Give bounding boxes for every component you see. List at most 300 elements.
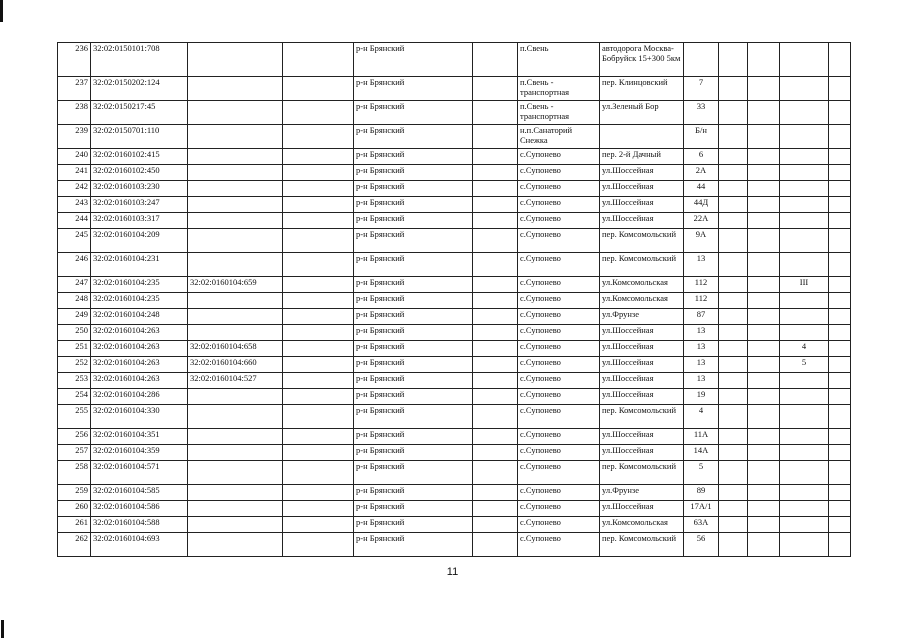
house-number-cell: 11А <box>684 429 719 445</box>
locality-cell: с.Супонево <box>518 165 600 181</box>
secondary-cadastral-number <box>188 485 283 501</box>
secondary-cadastral-number: 32:02:0160104:660 <box>188 357 283 373</box>
empty-cell <box>748 309 780 325</box>
locality-cell: с.Супонево <box>518 277 600 293</box>
table-row <box>58 181 851 197</box>
empty-cell <box>719 213 748 229</box>
empty-cell <box>748 181 780 197</box>
locality-cell: с.Супонево <box>518 197 600 213</box>
row-number: 237 <box>58 77 91 101</box>
cadastral-number: 32:02:0160104:693 <box>91 533 188 557</box>
secondary-cadastral-number <box>188 429 283 445</box>
empty-cell <box>719 309 748 325</box>
cadastral-number: 32:02:0160104:231 <box>91 253 188 277</box>
locality-cell: с.Супонево <box>518 325 600 341</box>
empty-cell <box>473 125 518 149</box>
empty-cell <box>748 461 780 485</box>
cadastral-number: 32:02:0150202:124 <box>91 77 188 101</box>
empty-cell <box>473 253 518 277</box>
empty-cell <box>473 43 518 77</box>
empty-cell <box>719 165 748 181</box>
region-cell: р-н Брянский <box>354 149 473 165</box>
street-cell: пер. Комсомольский <box>600 253 684 277</box>
house-number-cell: Б/н <box>684 125 719 149</box>
region-cell: р-н Брянский <box>354 229 473 253</box>
region-cell: р-н Брянский <box>354 325 473 341</box>
premises-number-cell <box>780 309 829 325</box>
premises-number-cell <box>780 77 829 101</box>
row-number: 251 <box>58 341 91 357</box>
empty-cell <box>719 253 748 277</box>
cadastral-number: 32:02:0160104:263 <box>91 325 188 341</box>
street-cell: ул.Шоссейная <box>600 445 684 461</box>
locality-cell: с.Супонево <box>518 253 600 277</box>
premises-number-cell: 5 <box>780 357 829 373</box>
locality-cell: с.Супонево <box>518 357 600 373</box>
empty-cell <box>719 101 748 125</box>
empty-cell <box>283 357 354 373</box>
premises-number-cell <box>780 125 829 149</box>
premises-number-cell <box>780 373 829 389</box>
empty-cell <box>283 389 354 405</box>
table-row <box>58 293 851 309</box>
secondary-cadastral-number <box>188 309 283 325</box>
table-row <box>58 429 851 445</box>
scan-edge-mark <box>1 620 4 638</box>
house-number-cell: 17А/1 <box>684 501 719 517</box>
locality-cell: п.Свень - транспортная <box>518 77 600 101</box>
empty-cell <box>748 325 780 341</box>
empty-cell <box>748 213 780 229</box>
row-number: 244 <box>58 213 91 229</box>
table-row <box>58 253 851 277</box>
cadastral-number: 32:02:0160103:317 <box>91 213 188 229</box>
row-number: 242 <box>58 181 91 197</box>
table-row <box>58 517 851 533</box>
secondary-cadastral-number: 32:02:0160104:527 <box>188 373 283 389</box>
cadastral-number: 32:02:0160104:235 <box>91 293 188 309</box>
table-row <box>58 357 851 373</box>
empty-cell <box>283 501 354 517</box>
empty-cell <box>829 149 851 165</box>
secondary-cadastral-number <box>188 445 283 461</box>
house-number-cell: 112 <box>684 277 719 293</box>
empty-cell <box>719 125 748 149</box>
cadastral-number: 32:02:0150101:708 <box>91 43 188 77</box>
row-number: 248 <box>58 293 91 309</box>
empty-cell <box>829 485 851 501</box>
table-row <box>58 101 851 125</box>
table-row <box>58 485 851 501</box>
empty-cell <box>283 165 354 181</box>
premises-number-cell <box>780 149 829 165</box>
cadastral-number: 32:02:0160104:359 <box>91 445 188 461</box>
empty-cell <box>473 309 518 325</box>
empty-cell <box>829 181 851 197</box>
empty-cell <box>829 357 851 373</box>
empty-cell <box>719 389 748 405</box>
empty-cell <box>829 445 851 461</box>
empty-cell <box>829 125 851 149</box>
region-cell: р-н Брянский <box>354 533 473 557</box>
secondary-cadastral-number <box>188 533 283 557</box>
secondary-cadastral-number <box>188 293 283 309</box>
region-cell: р-н Брянский <box>354 517 473 533</box>
empty-cell <box>748 485 780 501</box>
row-number: 250 <box>58 325 91 341</box>
empty-cell <box>829 277 851 293</box>
secondary-cadastral-number <box>188 253 283 277</box>
cadastral-number: 32:02:0160104:263 <box>91 357 188 373</box>
locality-cell: н.п.Санаторий Снежка <box>518 125 600 149</box>
empty-cell <box>473 293 518 309</box>
empty-cell <box>473 357 518 373</box>
empty-cell <box>829 293 851 309</box>
empty-cell <box>829 429 851 445</box>
empty-cell <box>829 501 851 517</box>
secondary-cadastral-number <box>188 229 283 253</box>
empty-cell <box>719 429 748 445</box>
empty-cell <box>283 445 354 461</box>
street-cell: ул.Шоссейная <box>600 501 684 517</box>
row-number: 260 <box>58 501 91 517</box>
empty-cell <box>719 325 748 341</box>
empty-cell <box>283 77 354 101</box>
premises-number-cell: 4 <box>780 341 829 357</box>
empty-cell <box>473 213 518 229</box>
empty-cell <box>283 325 354 341</box>
cadastral-number: 32:02:0160104:585 <box>91 485 188 501</box>
empty-cell <box>829 389 851 405</box>
table-row <box>58 165 851 181</box>
empty-cell <box>473 277 518 293</box>
empty-cell <box>719 149 748 165</box>
street-cell: пер. 2-й Дачный <box>600 149 684 165</box>
house-number-cell: 9А <box>684 229 719 253</box>
cadastral-number: 32:02:0160104:248 <box>91 309 188 325</box>
region-cell: р-н Брянский <box>354 485 473 501</box>
locality-cell: с.Супонево <box>518 461 600 485</box>
locality-cell: с.Супонево <box>518 229 600 253</box>
empty-cell <box>473 197 518 213</box>
row-number: 258 <box>58 461 91 485</box>
table-row <box>58 533 851 557</box>
empty-cell <box>748 253 780 277</box>
region-cell: р-н Брянский <box>354 341 473 357</box>
row-number: 245 <box>58 229 91 253</box>
secondary-cadastral-number <box>188 197 283 213</box>
locality-cell: с.Супонево <box>518 389 600 405</box>
region-cell: р-н Брянский <box>354 181 473 197</box>
region-cell: р-н Брянский <box>354 429 473 445</box>
street-cell: ул.Шоссейная <box>600 197 684 213</box>
table-row <box>58 389 851 405</box>
table-row <box>58 213 851 229</box>
house-number-cell: 44 <box>684 181 719 197</box>
locality-cell: с.Супонево <box>518 149 600 165</box>
premises-number-cell <box>780 213 829 229</box>
street-cell: ул.Шоссейная <box>600 389 684 405</box>
region-cell: р-н Брянский <box>354 357 473 373</box>
street-cell: ул.Фрунзе <box>600 485 684 501</box>
locality-cell: с.Супонево <box>518 485 600 501</box>
empty-cell <box>473 165 518 181</box>
table-row <box>58 309 851 325</box>
region-cell: р-н Брянский <box>354 197 473 213</box>
empty-cell <box>473 485 518 501</box>
empty-cell <box>748 501 780 517</box>
street-cell: пер. Клинцовский <box>600 77 684 101</box>
secondary-cadastral-number <box>188 149 283 165</box>
street-cell: пер. Комсомольский <box>600 533 684 557</box>
region-cell: р-н Брянский <box>354 213 473 229</box>
row-number: 257 <box>58 445 91 461</box>
cadastral-number: 32:02:0160102:415 <box>91 149 188 165</box>
row-number: 247 <box>58 277 91 293</box>
empty-cell <box>283 277 354 293</box>
empty-cell <box>283 461 354 485</box>
row-number: 253 <box>58 373 91 389</box>
locality-cell: с.Супонево <box>518 373 600 389</box>
region-cell: р-н Брянский <box>354 309 473 325</box>
cadastral-number: 32:02:0150701:110 <box>91 125 188 149</box>
empty-cell <box>719 277 748 293</box>
empty-cell <box>829 309 851 325</box>
region-cell: р-н Брянский <box>354 43 473 77</box>
table-row <box>58 501 851 517</box>
cadastral-number: 32:02:0160103:230 <box>91 181 188 197</box>
empty-cell <box>719 485 748 501</box>
street-cell: пер. Комсомольский <box>600 405 684 429</box>
empty-cell <box>829 165 851 181</box>
empty-cell <box>283 229 354 253</box>
secondary-cadastral-number <box>188 125 283 149</box>
house-number-cell: 19 <box>684 389 719 405</box>
house-number-cell: 44Д <box>684 197 719 213</box>
street-cell: ул.Комсомольская <box>600 277 684 293</box>
premises-number-cell <box>780 197 829 213</box>
cadastral-number: 32:02:0160104:263 <box>91 373 188 389</box>
row-number: 239 <box>58 125 91 149</box>
empty-cell <box>719 293 748 309</box>
empty-cell <box>748 445 780 461</box>
street-cell: автодорога Москва-Бобруйск 15+300 5км <box>600 43 684 77</box>
cadastral-number: 32:02:0160104:351 <box>91 429 188 445</box>
locality-cell: п.Свень <box>518 43 600 77</box>
locality-cell: п.Свень - транспортная <box>518 101 600 125</box>
empty-cell <box>283 429 354 445</box>
region-cell: р-н Брянский <box>354 389 473 405</box>
premises-number-cell <box>780 485 829 501</box>
cadastral-number: 32:02:0160104:586 <box>91 501 188 517</box>
empty-cell <box>473 389 518 405</box>
premises-number-cell <box>780 445 829 461</box>
house-number-cell: 5 <box>684 461 719 485</box>
row-number: 241 <box>58 165 91 181</box>
region-cell: р-н Брянский <box>354 125 473 149</box>
premises-number-cell <box>780 461 829 485</box>
empty-cell <box>719 181 748 197</box>
premises-number-cell: III <box>780 277 829 293</box>
empty-cell <box>829 77 851 101</box>
empty-cell <box>283 149 354 165</box>
empty-cell <box>473 325 518 341</box>
table-row <box>58 405 851 429</box>
empty-cell <box>719 341 748 357</box>
row-number: 240 <box>58 149 91 165</box>
secondary-cadastral-number <box>188 181 283 197</box>
region-cell: р-н Брянский <box>354 77 473 101</box>
cadastral-number: 32:02:0160104:588 <box>91 517 188 533</box>
empty-cell <box>719 43 748 77</box>
street-cell <box>600 125 684 149</box>
secondary-cadastral-number <box>188 165 283 181</box>
scan-edge-mark <box>0 0 3 22</box>
empty-cell <box>829 229 851 253</box>
region-cell: р-н Брянский <box>354 277 473 293</box>
house-number-cell: 87 <box>684 309 719 325</box>
empty-cell <box>748 341 780 357</box>
premises-number-cell <box>780 533 829 557</box>
row-number: 252 <box>58 357 91 373</box>
street-cell: ул.Зеленый Бор <box>600 101 684 125</box>
premises-number-cell <box>780 253 829 277</box>
row-number: 243 <box>58 197 91 213</box>
empty-cell <box>748 389 780 405</box>
region-cell: р-н Брянский <box>354 501 473 517</box>
empty-cell <box>719 229 748 253</box>
locality-cell: с.Супонево <box>518 405 600 429</box>
street-cell: ул.Шоссейная <box>600 213 684 229</box>
empty-cell <box>283 253 354 277</box>
secondary-cadastral-number <box>188 501 283 517</box>
row-number: 261 <box>58 517 91 533</box>
empty-cell <box>473 181 518 197</box>
secondary-cadastral-number: 32:02:0160104:658 <box>188 341 283 357</box>
secondary-cadastral-number <box>188 389 283 405</box>
street-cell: ул.Шоссейная <box>600 325 684 341</box>
cadastral-number: 32:02:0160104:235 <box>91 277 188 293</box>
cadastral-number: 32:02:0150217:45 <box>91 101 188 125</box>
empty-cell <box>719 373 748 389</box>
empty-cell <box>719 357 748 373</box>
property-register-table <box>57 42 851 557</box>
empty-cell <box>829 197 851 213</box>
table-row <box>58 43 851 77</box>
house-number-cell: 63А <box>684 517 719 533</box>
house-number-cell: 13 <box>684 253 719 277</box>
region-cell: р-н Брянский <box>354 293 473 309</box>
empty-cell <box>829 405 851 429</box>
region-cell: р-н Брянский <box>354 405 473 429</box>
table-row <box>58 461 851 485</box>
street-cell: ул.Фрунзе <box>600 309 684 325</box>
table-row <box>58 125 851 149</box>
street-cell: ул.Шоссейная <box>600 165 684 181</box>
table-body <box>58 43 851 557</box>
secondary-cadastral-number <box>188 101 283 125</box>
house-number-cell: 33 <box>684 101 719 125</box>
table-row <box>58 77 851 101</box>
empty-cell <box>829 341 851 357</box>
empty-cell <box>283 213 354 229</box>
locality-cell: с.Супонево <box>518 517 600 533</box>
secondary-cadastral-number <box>188 325 283 341</box>
empty-cell <box>748 149 780 165</box>
locality-cell: с.Супонево <box>518 309 600 325</box>
street-cell: ул.Шоссейная <box>600 181 684 197</box>
empty-cell <box>719 405 748 429</box>
empty-cell <box>283 293 354 309</box>
house-number-cell: 56 <box>684 533 719 557</box>
street-cell: ул.Шоссейная <box>600 357 684 373</box>
locality-cell: с.Супонево <box>518 445 600 461</box>
cadastral-number: 32:02:0160102:450 <box>91 165 188 181</box>
region-cell: р-н Брянский <box>354 253 473 277</box>
locality-cell: с.Супонево <box>518 429 600 445</box>
row-number: 256 <box>58 429 91 445</box>
secondary-cadastral-number <box>188 405 283 429</box>
table-row <box>58 277 851 293</box>
street-cell: ул.Шоссейная <box>600 373 684 389</box>
empty-cell <box>748 293 780 309</box>
empty-cell <box>748 101 780 125</box>
empty-cell <box>473 373 518 389</box>
premises-number-cell <box>780 405 829 429</box>
empty-cell <box>829 461 851 485</box>
region-cell: р-н Брянский <box>354 445 473 461</box>
empty-cell <box>748 43 780 77</box>
empty-cell <box>829 43 851 77</box>
premises-number-cell <box>780 43 829 77</box>
empty-cell <box>473 533 518 557</box>
cadastral-number: 32:02:0160104:571 <box>91 461 188 485</box>
cadastral-number: 32:02:0160104:330 <box>91 405 188 429</box>
house-number-cell: 2А <box>684 165 719 181</box>
secondary-cadastral-number <box>188 77 283 101</box>
empty-cell <box>283 101 354 125</box>
secondary-cadastral-number <box>188 213 283 229</box>
premises-number-cell <box>780 517 829 533</box>
house-number-cell: 13 <box>684 373 719 389</box>
table-row <box>58 325 851 341</box>
empty-cell <box>283 533 354 557</box>
empty-cell <box>719 445 748 461</box>
empty-cell <box>748 405 780 429</box>
house-number-cell: 112 <box>684 293 719 309</box>
empty-cell <box>283 373 354 389</box>
locality-cell: с.Супонево <box>518 341 600 357</box>
empty-cell <box>748 429 780 445</box>
empty-cell <box>719 501 748 517</box>
empty-cell <box>829 533 851 557</box>
empty-cell <box>473 501 518 517</box>
house-number-cell <box>684 43 719 77</box>
premises-number-cell <box>780 325 829 341</box>
cadastral-number: 32:02:0160104:286 <box>91 389 188 405</box>
secondary-cadastral-number <box>188 43 283 77</box>
street-cell: ул.Комсомольская <box>600 293 684 309</box>
empty-cell <box>283 197 354 213</box>
row-number: 249 <box>58 309 91 325</box>
empty-cell <box>748 533 780 557</box>
house-number-cell: 22А <box>684 213 719 229</box>
street-cell: пер. Комсомольский <box>600 461 684 485</box>
empty-cell <box>748 197 780 213</box>
locality-cell: с.Супонево <box>518 293 600 309</box>
empty-cell <box>283 341 354 357</box>
empty-cell <box>719 517 748 533</box>
